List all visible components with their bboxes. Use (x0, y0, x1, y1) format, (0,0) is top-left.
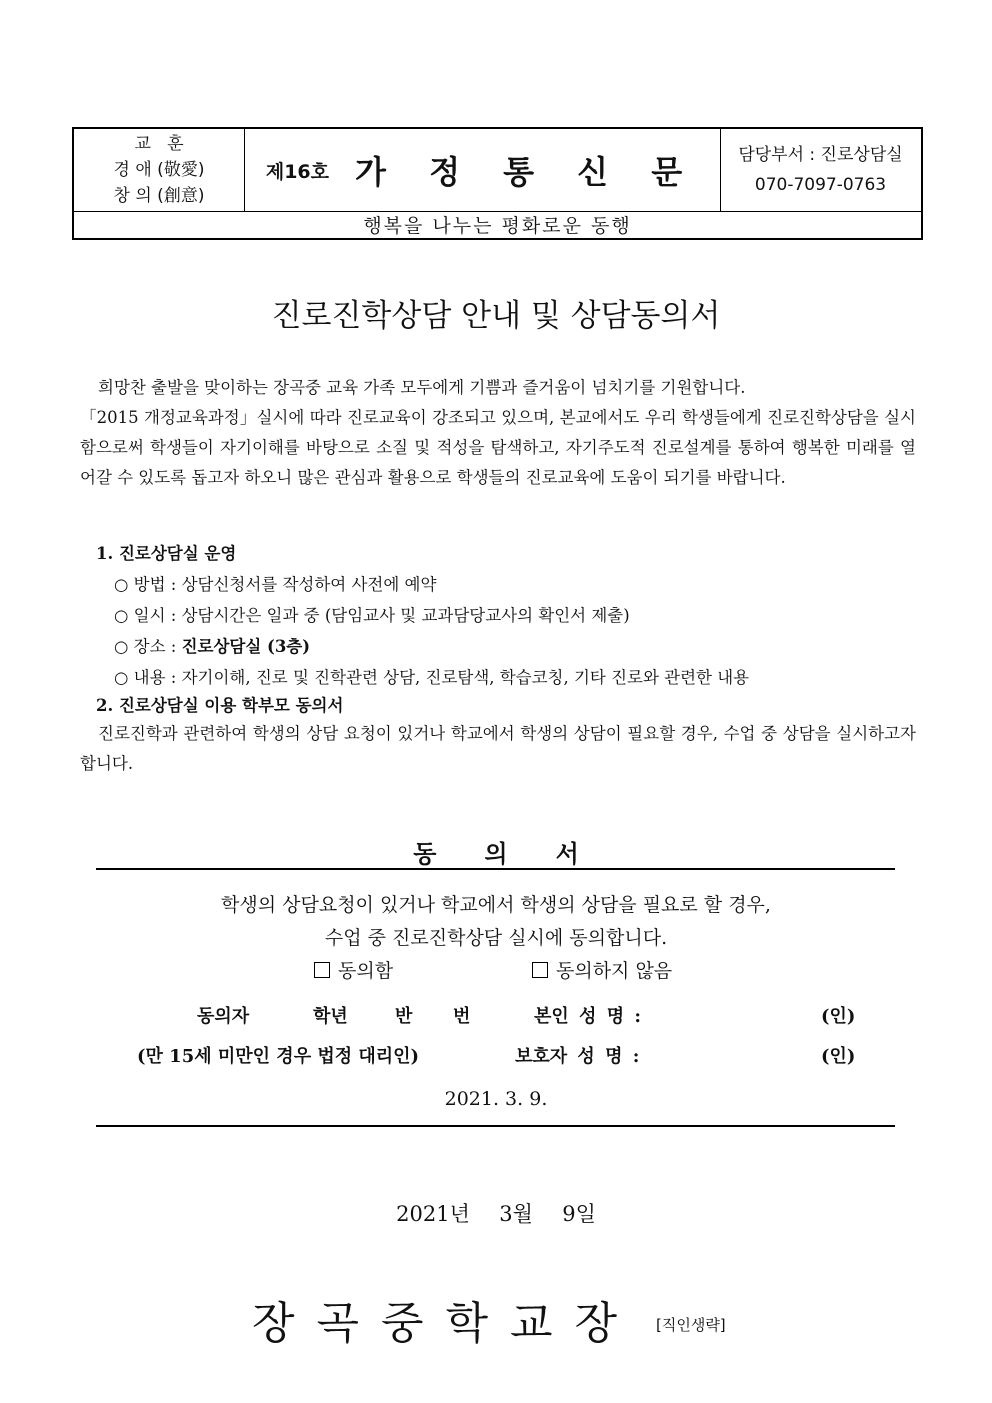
disagree-option[interactable] (532, 956, 672, 983)
motto-label: 교 훈 (134, 134, 184, 154)
section1-heading: 1. 진로상담실 운영 (96, 544, 237, 563)
self-name-label: 본인 성 명 : (534, 1006, 641, 1027)
motto-line-2: 창 의 (創意) (113, 186, 205, 206)
section2-body (80, 719, 916, 779)
header-top-row (74, 129, 921, 212)
item-value: 자기이해, 진로 및 진학관련 상담, 진로탐색, 학습코칭, 기타 진로와 관련한 내용 (181, 668, 750, 687)
intro-paragraph-1: 희망찬 출발을 맞이하는 장곡중 교육 가족 모두에게 기쁨과 즐거움이 넘치기를 기원합니다. (98, 378, 746, 397)
newsletter-header (72, 127, 923, 240)
section1-item (114, 571, 436, 595)
newsletter-title-cell (244, 129, 721, 211)
disagree-label: 동의하지 않음 (556, 960, 673, 982)
agree-label: 동의함 (338, 960, 394, 982)
item-label: ○ 장소 : (114, 637, 182, 656)
phone: 070-7097-0763 (754, 175, 887, 195)
consenter-label: 동의자 (197, 1006, 250, 1027)
consent-title: 동의서 (413, 839, 627, 868)
consent-line-2: 수업 중 진로진학상담 실시에 동의합니다. (324, 927, 668, 949)
section2-text: 진로진학과 관련하여 학생의 상담 요청이 있거나 학교에서 학생의 상담이 필요할 경우, 수업 중 상담을 실시하고자 합니다. (80, 724, 916, 773)
section1-item (114, 633, 310, 657)
section1-item (114, 664, 749, 688)
principal-signature: 장곡중학교장 (252, 1298, 640, 1349)
consent-line-1: 학생의 상담요청이 있거나 학교에서 학생의 상담을 필요로 할 경우, (221, 894, 771, 916)
guardian-name-label: 보호자 성 명 : (515, 1046, 640, 1067)
item-label: ○ 내용 : (114, 668, 182, 687)
section2-heading: 2. 진로상담실 이용 학부모 동의서 (96, 696, 344, 715)
issue-date: 2021년 3월 9일 (396, 1202, 596, 1226)
agree-checkbox[interactable] (314, 962, 330, 978)
grade-label: 학년 (313, 1006, 348, 1027)
agree-option[interactable] (314, 956, 393, 983)
newsletter-name: 가 정 통 신 문 (355, 153, 699, 191)
item-value: 진로상담실 (3층) (181, 637, 311, 656)
item-label: ○ 방법 : (114, 575, 182, 594)
seal-mark-1: (인) (821, 1006, 856, 1027)
consent-date: 2021. 3. 9. (444, 1088, 548, 1110)
guardian-note: (만 15세 미만인 경우 법정 대리인) (137, 1046, 420, 1067)
intro-paragraph-2: 「2015 개정교육과정」실시에 따라 진로교육이 강조되고 있으며, 본교에서도 우리 학생들에게 진로진학상담을 실시함으로써 학생들이 자기이해를 바탕으로 소질 및 적성을 탐색하고, 자기주도적 진로설계를 통하여 행복한 미래를 열어갈 수 있도록 돕고자 하오니 많은 관심과 활용으로 학생들의 진로교육에 도움이 되기를 바랍니다. (80, 408, 916, 487)
class-label: 반 (395, 1006, 413, 1027)
school-slogan: 행복을 나누는 평화로운 동행 (363, 215, 632, 237)
page-title: 진로진학상담 안내 및 상담동의서 (271, 298, 721, 334)
seal-omitted-note: [직인생략] (656, 1316, 726, 1334)
number-label: 번 (453, 1006, 471, 1027)
school-motto (74, 129, 245, 211)
issue-number: 제16호 (265, 160, 330, 183)
department: 담당부서 : 진로상담실 (738, 145, 903, 165)
motto-line-1: 경 애 (敬愛) (113, 160, 205, 180)
item-label: ○ 일시 : (114, 606, 182, 625)
intro-text (80, 373, 916, 493)
consent-top-rule (96, 868, 895, 870)
disagree-checkbox[interactable] (532, 962, 548, 978)
seal-mark-2: (인) (821, 1046, 856, 1067)
section1-item (114, 602, 630, 626)
consent-bottom-rule (96, 1125, 895, 1127)
item-value: 상담시간은 일과 중 (담임교사 및 교과담당교사의 확인서 제출) (181, 606, 630, 625)
department-info (720, 129, 921, 211)
item-value: 상담신청서를 작성하여 사전에 예약 (181, 575, 437, 594)
